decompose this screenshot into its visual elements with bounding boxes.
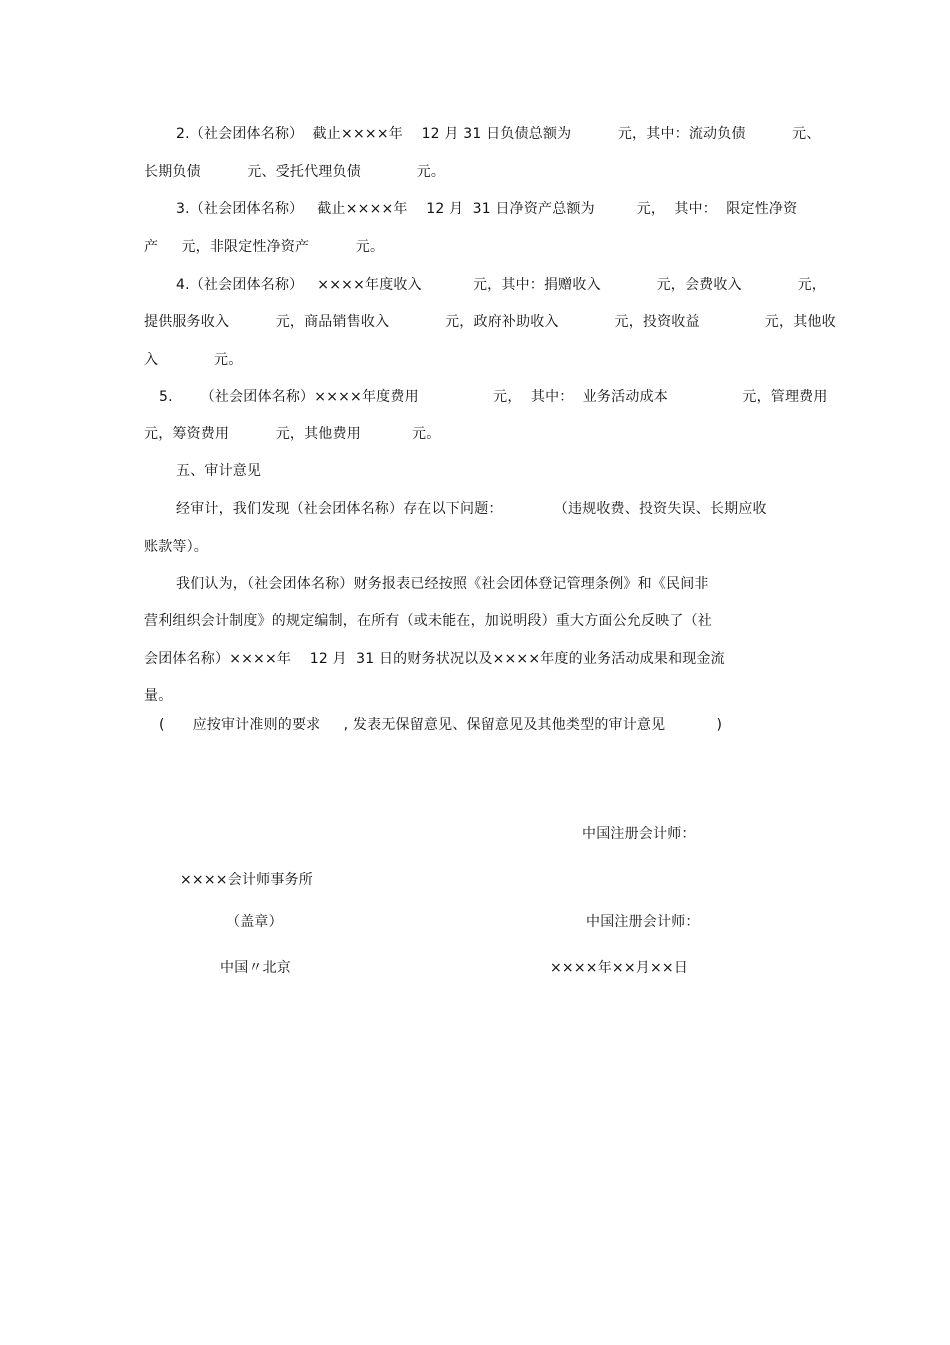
cpa-signature-1: 中国注册会计师： [582,826,696,842]
opinion-line-3: 会团体名称）××××年 12 月 31 日的财务状况以及××××年度的业务活动成果和现金流 [144,651,725,667]
section-heading: 五、审计意见 [176,463,262,479]
firm-name: ××××会计师事务所 [180,872,313,888]
location: 中国〃北京 [220,960,291,976]
paragraph-4-line-2: 提供服务收入 元，商品销售收入 元，政府补助收入 元，投资收益 元，其他收 [144,314,836,330]
finding-line-2: 账款等）。 [144,539,208,555]
cpa-signature-2: 中国注册会计师： [586,914,700,930]
finding-line-1: 经审计，我们发现（社会团体名称）存在以下问题： （违规收费、投资失误、长期应收 [176,501,767,517]
report-date: ××××年××月××日 [550,960,689,976]
paragraph-3-line-1: 3.（社会团体名称） 截止××××年 12 月 31 日净资产总额为 元， 其中： 限定性净资 [176,201,798,217]
audit-opinion-note: ( 应按审计准则的要求 , 发表无保留意见、保留意见及其他类型的审计意见 ) [159,717,723,733]
paragraph-5-line-2: 元，筹资费用 元，其他费用 元。 [144,426,441,442]
paragraph-2-line-2: 长期负债 元、受托代理负债 元。 [144,164,446,180]
opinion-line-2: 营利组织会计制度》的规定编制，在所有（或未能在，加说明段）重大方面公允反映了（社 [144,613,712,629]
seal-label: （盖章） [226,914,283,930]
opinion-line-1: 我们认为，（社会团体名称）财务报表已经按照《社会团体登记管理条例》和《民间非 [176,576,709,592]
paragraph-3-line-2: 产 元，非限定性净资产 元。 [144,239,385,255]
opinion-line-4: 量。 [144,688,173,704]
paragraph-4-line-1: 4.（社会团体名称） ××××年度收入 元，其中：捐赠收入 元，会费收入 元， [176,277,826,293]
paragraph-5-line-1: 5. （社会团体名称）××××年度费用 元， 其中： 业务活动成本 元，管理费用 [159,389,828,405]
paragraph-4-line-3: 入 元。 [144,352,243,368]
paragraph-2-line-1: 2.（社会团体名称） 截止××××年 12 月 31 日负债总额为 元，其中：流动负债 元、 [176,126,821,142]
